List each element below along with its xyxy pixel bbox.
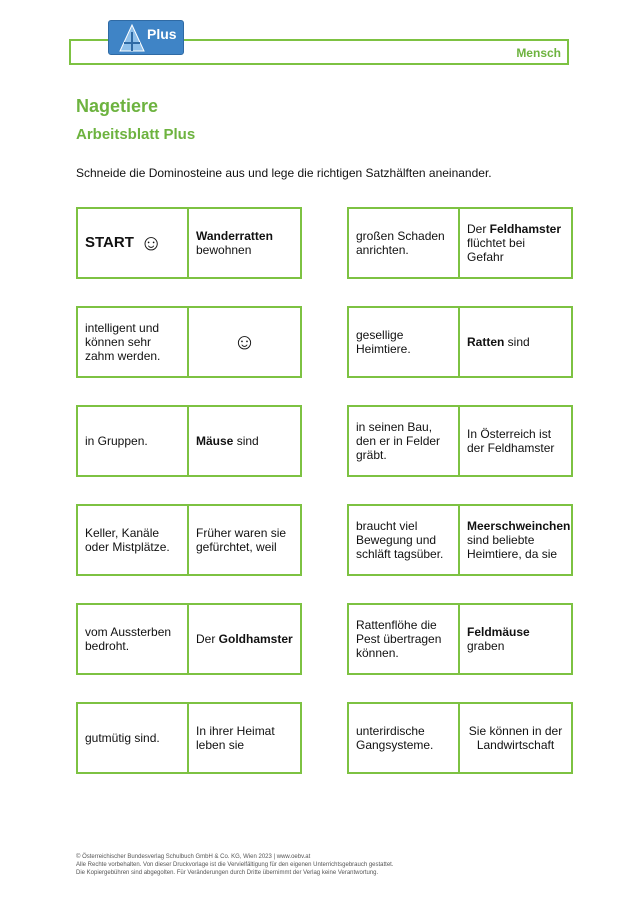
domino-text: In Österreich ist [467, 427, 552, 441]
triangle-logo-icon [119, 24, 145, 52]
plus-logo [108, 20, 184, 55]
domino-text: Gangsysteme. [356, 738, 434, 752]
domino-text: gutmütig sind. [85, 731, 160, 745]
domino-text: Bewegung und [356, 533, 437, 547]
footer-line: Die Kopiergebühren sind abgegolten. Für Veränderungen durch Dritte übernimmt der Verlag keine Verantwortung. [76, 870, 379, 876]
domino-left-half [349, 407, 460, 475]
domino-left-half [78, 308, 189, 376]
domino-card[interactable] [76, 603, 302, 675]
domino-right-half [189, 407, 300, 475]
domino-text: Keller, Kanäle [85, 526, 160, 540]
domino-bold-text: Feldhamster [489, 222, 562, 236]
domino-text: Früher waren sie [196, 526, 287, 540]
domino-bold-text: Ratten [467, 335, 505, 349]
domino-text: In ihrer Heimat [196, 724, 275, 738]
domino-text: Heimtiere, da sie [467, 547, 558, 561]
page-subtitle: Arbeitsblatt Plus [76, 126, 196, 143]
domino-text: großen Schaden [356, 229, 445, 243]
domino-card[interactable] [347, 702, 573, 774]
logo-text: Plus [147, 26, 177, 42]
domino-bold-text: Wanderratten [196, 229, 273, 243]
domino-card[interactable] [76, 306, 302, 378]
domino-card[interactable] [347, 405, 573, 477]
domino-text: flüchtet bei Gefahr [467, 236, 526, 264]
domino-card[interactable] [347, 603, 573, 675]
domino-text: oder Mistplätze. [85, 540, 170, 554]
domino-right-half [460, 506, 571, 574]
domino-right-half [460, 704, 571, 772]
page-title: Nagetiere [76, 96, 159, 116]
footer-line: © Österreichischer Bundesverlag Schulbuch GmbH & Co. KG, Wien 2023 | www.oebv.at [76, 854, 311, 860]
domino-text: graben [467, 639, 505, 653]
domino-card[interactable] [76, 504, 302, 576]
domino-text: in Gruppen. [85, 434, 148, 448]
domino-text: Sie können in der [468, 724, 563, 738]
start-label: START [85, 234, 134, 251]
domino-left-half [349, 209, 460, 277]
category-label: Mensch [516, 46, 561, 60]
domino-text: können. [356, 646, 399, 660]
instruction-text: Schneide die Dominosteine aus und lege die richtigen Satzhälften aneinander. [76, 166, 492, 180]
domino-text: vom Aussterben [85, 625, 172, 639]
domino-right-half [189, 506, 300, 574]
domino-right-half [460, 605, 571, 673]
domino-text: gräbt. [356, 448, 387, 462]
domino-card[interactable] [347, 306, 573, 378]
domino-left-half [349, 704, 460, 772]
domino-text: leben sie [196, 738, 245, 752]
copyright-footer [76, 853, 394, 877]
smiley-icon: ☺ [139, 230, 163, 255]
domino-bold-text: Feldmäuse [467, 625, 530, 639]
domino-text: Rattenflöhe die [356, 618, 437, 632]
domino-left-half [349, 605, 460, 673]
domino-card[interactable] [76, 207, 302, 279]
domino-text: Heimtiere. [356, 342, 411, 356]
domino-card[interactable] [76, 405, 302, 477]
smiley-icon: ☺ [233, 329, 256, 354]
domino-left-half [78, 704, 189, 772]
domino-text: in seinen Bau, [356, 420, 433, 434]
domino-text: sind beliebte [467, 533, 535, 547]
domino-text: bedroht. [85, 639, 130, 653]
domino-text: Der [196, 632, 219, 646]
domino-left-half [349, 308, 460, 376]
domino-right-half [460, 308, 571, 376]
domino-left-half [349, 506, 460, 574]
domino-left-half [78, 605, 189, 673]
domino-bold-text: Mäuse [196, 434, 234, 448]
domino-left-half [78, 209, 189, 277]
domino-text: Der [467, 222, 490, 236]
domino-text: gesellige [356, 328, 404, 342]
domino-right-half [189, 308, 300, 376]
domino-text: der Feldhamster [467, 441, 555, 455]
domino-text: Landwirtschaft [476, 738, 555, 752]
domino-right-half [189, 209, 300, 277]
domino-text: schläft tagsüber. [356, 547, 444, 561]
domino-text: bewohnen [196, 243, 252, 257]
domino-right-half [189, 605, 300, 673]
domino-text: sind [233, 434, 259, 448]
domino-text: können sehr [85, 335, 152, 349]
domino-bold-text: Meerschweinchen [467, 519, 571, 533]
domino-text: sind [504, 335, 530, 349]
domino-text: gefürchtet, weil [196, 540, 277, 554]
domino-text: intelligent und [85, 321, 160, 335]
domino-text: den er in Felder [356, 434, 441, 448]
domino-text: unterirdische [356, 724, 425, 738]
domino-left-half [78, 407, 189, 475]
domino-text: Pest übertragen [356, 632, 442, 646]
domino-card[interactable] [347, 207, 573, 279]
domino-card[interactable] [347, 504, 573, 576]
domino-text: anrichten. [356, 243, 409, 257]
domino-text: zahm werden. [85, 349, 161, 363]
footer-line: Alle Rechte vorbehalten. Von dieser Druckvorlage ist die Vervielfältigung für den eigenen Unterrichtsgebrauch gestattet. [76, 862, 394, 868]
domino-card[interactable] [76, 702, 302, 774]
domino-right-half [460, 407, 571, 475]
domino-bold-text: Goldhamster [218, 632, 293, 646]
domino-right-half [189, 704, 300, 772]
domino-right-half [460, 209, 571, 277]
domino-left-half [78, 506, 189, 574]
domino-text: braucht viel [356, 519, 418, 533]
